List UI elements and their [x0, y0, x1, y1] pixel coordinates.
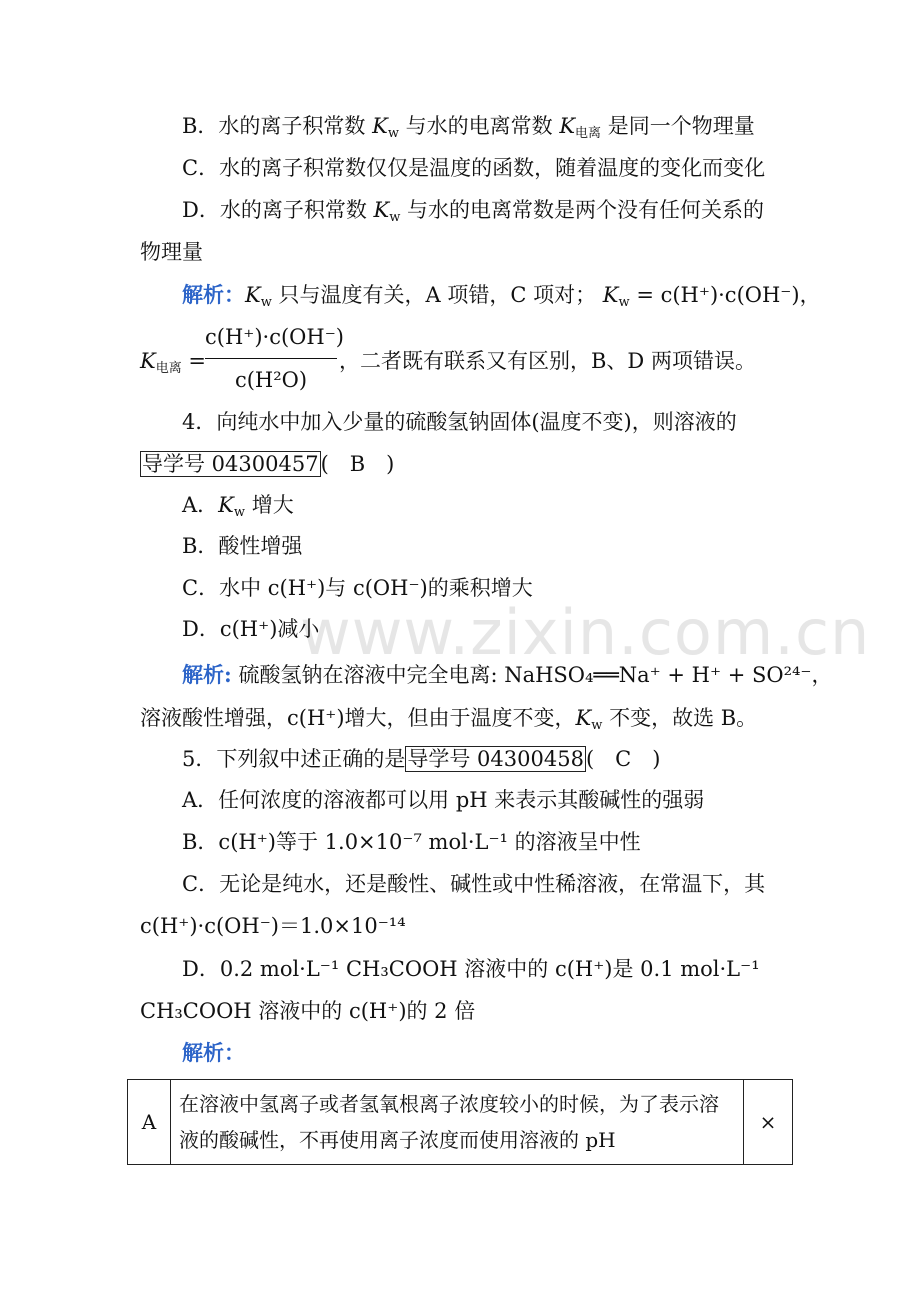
- q3-option-c: C．水的离子积常数仅仅是温度的函数，随着温度的变化而变化: [182, 156, 766, 180]
- fraction-denominator: c(H²O): [234, 368, 308, 392]
- q4-option-d: D．c(H⁺)减小: [182, 617, 320, 641]
- fraction-bar: [205, 358, 337, 359]
- q4-stem: 4．向纯水中加入少量的硫酸氢钠固体(温度不变)，则溶液的: [182, 410, 737, 434]
- q5-stem: 5．下列叙中述正确的是导学号 04300458( C ): [182, 747, 661, 771]
- q4-option-c: C．水中 c(H⁺)与 c(OH⁻)的乘积增大: [182, 576, 533, 600]
- q5-option-d-continued: CH₃COOH 溶液中的 c(H⁺)的 2 倍: [140, 999, 476, 1023]
- table-explanation-cell: 在溶液中氢离子或者氢氧根离子浓度较小的时候，为了表示溶液的酸碱性，不再使用离子浓度而使用溶液的 pH: [171, 1080, 744, 1165]
- fraction-numerator: c(H⁺)·c(OH⁻): [205, 325, 344, 349]
- q5-option-c: C．无论是纯水，还是酸性、碱性或中性稀溶液，在常温下，其: [182, 872, 766, 896]
- ionization-constant-fraction: [205, 322, 344, 395]
- q4-code-box: 导学号 04300457: [142, 452, 319, 476]
- table-mark-cell: ×: [744, 1080, 793, 1165]
- q3-analysis-continued: ，二者既有联系又有区别，B、D 两项错误。: [339, 349, 756, 373]
- q5-option-d: D．0.2 mol·L⁻¹ CH₃COOH 溶液中的 c(H⁺)是 0.1 mol·L⁻¹: [182, 957, 760, 981]
- q4-option-a: A．$K_w$ 增大: [182, 493, 294, 520]
- table-option-cell: A: [128, 1080, 171, 1165]
- q5-option-b: B．c(H⁺)等于 1.0×10⁻⁷ mol·L⁻¹ 的溶液呈中性: [182, 830, 641, 854]
- analysis-table: [127, 1079, 793, 1165]
- watermark: www.zixin.com.cn: [300, 596, 871, 669]
- q3-option-d-continued: 物理量: [140, 240, 203, 264]
- q4-answer: ( B ): [320, 452, 395, 476]
- q5-analysis: [182, 1039, 790, 1067]
- q3-option-d: D．水的离子积常数 $K_w$ 与水的电离常数是两个没有任何关系的: [182, 198, 765, 225]
- q5-option-a: A．任何浓度的溶液都可以用 pH 来表示其酸碱性的强弱: [182, 788, 705, 812]
- q4-analysis: 解析: 硫酸氢钠在溶液中完全电离: NaHSO₄══Na⁺ + H⁺ + SO²⁴⁻，: [182, 662, 833, 687]
- q3-analysis: 解析：$K_w$ 只与温度有关，A 项错，C 项对； $K_w = c(H^+)\cdot c(OH^-)$，: [182, 282, 821, 310]
- analysis-label: 解析：: [182, 1040, 245, 1065]
- q3-option-b: B．水的离子积常数 $K_w$ 与水的电离常数 $K_{电离}$ 是同一个物理量: [182, 114, 755, 141]
- q5-option-c-continued: c(H⁺)·c(OH⁻)＝1.0×10⁻¹⁴: [140, 914, 406, 938]
- table-row: [128, 1080, 793, 1165]
- q5-code-box: 导学号 04300458: [407, 747, 584, 771]
- q5-answer: ( C ): [585, 747, 661, 771]
- q4-analysis-continued: 溶液酸性增强，c(H⁺)增大，但由于温度不变，$K_w$ 不变，故选 B。: [140, 706, 758, 733]
- k-ionization-lhs: $K_{电离}$ =: [140, 349, 206, 376]
- analysis-label: 解析：: [182, 282, 245, 307]
- q4-option-b: B．酸性增强: [182, 534, 303, 558]
- analysis-label: 解析:: [182, 662, 232, 687]
- q4-code-line: [140, 450, 790, 478]
